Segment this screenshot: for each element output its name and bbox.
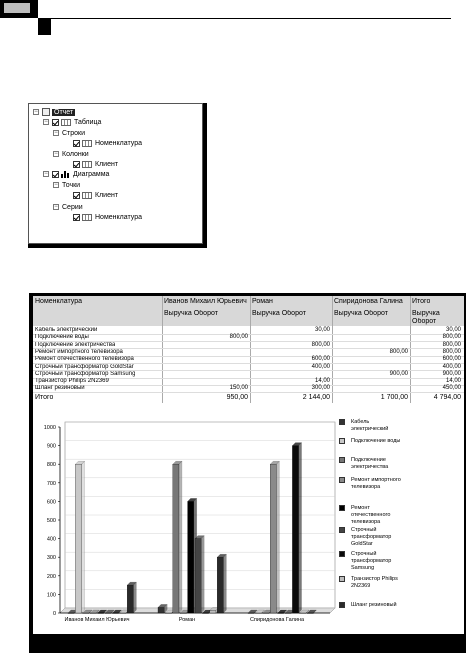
bar-side: [299, 443, 302, 613]
tree-node-label: Колонки: [62, 150, 89, 158]
legend-label: Строчный трансформатор Samsung: [351, 551, 392, 571]
y-tick-label: 0: [52, 611, 56, 617]
value-cell[interactable]: 600,00: [311, 356, 330, 363]
legend-label: Шланг резиновый: [351, 602, 397, 608]
bar: [75, 464, 81, 613]
bar-side: [133, 582, 136, 613]
header-client-2[interactable]: Роман: [252, 298, 273, 305]
tree-node-chart[interactable]: [43, 169, 109, 179]
tree-node-points-item[interactable]: [73, 190, 118, 200]
tree-node-label: Диаграмма: [73, 170, 110, 178]
subheader-4a: Выручка: [412, 310, 440, 317]
legend-label: Строчный трансформатор GoldStar: [351, 527, 392, 547]
row-name-cell[interactable]: Ремонт отечественного телевизора: [35, 356, 134, 363]
bar: [210, 610, 216, 613]
header-corner-inner: [4, 3, 30, 13]
field-icon: [82, 214, 92, 221]
legend-item: [339, 457, 406, 471]
tree-node-label: Номенклатура: [95, 213, 142, 221]
row-divider: [33, 334, 464, 335]
collapse-icon[interactable]: −: [54, 182, 58, 188]
bar-side: [201, 536, 204, 613]
tree-node-label: Точки: [62, 181, 81, 189]
tree-node-rows[interactable]: [53, 128, 85, 138]
bar-side: [223, 554, 226, 613]
value-cell[interactable]: 300,00: [311, 385, 330, 392]
value-cell[interactable]: 800,00: [311, 341, 330, 348]
collapse-icon[interactable]: −: [54, 151, 58, 157]
y-tick-label: 300: [46, 555, 56, 562]
legend-item: [339, 527, 406, 548]
chart-icon: [61, 170, 70, 178]
total-cell[interactable]: 900,00: [442, 370, 461, 377]
row-divider: [33, 385, 464, 386]
y-tick-label: 500: [46, 518, 56, 524]
collapse-icon[interactable]: −: [44, 171, 48, 177]
y-tick-label: 900: [46, 443, 56, 450]
y-tick-label: 200: [46, 573, 56, 580]
field-icon: [82, 192, 92, 199]
tree-node-label: Клиент: [95, 160, 119, 168]
report-icon: [42, 108, 50, 116]
bar: [158, 607, 164, 613]
subheader-1: Выручка Оборот: [164, 310, 218, 317]
total-cell[interactable]: 600,00: [442, 356, 461, 363]
grand-total-cell[interactable]: 950,00: [226, 393, 248, 401]
checkbox[interactable]: [73, 192, 80, 199]
tree-node-label: Таблица: [74, 118, 102, 126]
legend-label: Транзистор Philips 2N2369: [351, 576, 398, 589]
total-cell[interactable]: 30,00: [445, 327, 461, 333]
value-cell[interactable]: 900,00: [389, 370, 408, 377]
checkbox[interactable]: [52, 171, 59, 178]
legend-item: [339, 551, 406, 572]
legend-label: Ремонт отечественного телевизора: [351, 505, 391, 525]
legend-swatch: [339, 477, 345, 483]
y-tick-label: 700: [46, 480, 56, 487]
grand-total-cell[interactable]: 1 700,00: [380, 393, 408, 401]
row-name-cell[interactable]: Подключение электричества: [35, 341, 116, 348]
tree-node-root[interactable]: [33, 107, 75, 117]
bar: [173, 464, 179, 613]
checkbox[interactable]: [52, 119, 59, 126]
value-cell[interactable]: 150,00: [229, 385, 248, 392]
y-tick-label: 800: [46, 462, 56, 469]
report-panel: [33, 296, 464, 634]
y-tick-label: 100: [46, 592, 56, 599]
legend-swatch: [339, 457, 345, 463]
row-name-cell[interactable]: Строчный трансформатор GoldStar: [35, 363, 134, 370]
tree-node-rows-item[interactable]: [73, 138, 142, 148]
header-total[interactable]: Итого: [412, 298, 431, 305]
x-tick-label: Спиридонова Галина: [249, 617, 305, 623]
collapse-icon[interactable]: −: [54, 204, 58, 210]
total-cell[interactable]: 800,00: [442, 341, 461, 348]
row-name-cell[interactable]: Ремонт импортного телевизора: [35, 348, 123, 355]
checkbox[interactable]: [73, 161, 80, 168]
table-icon: [61, 119, 71, 126]
value-cell[interactable]: 14,00: [314, 378, 330, 385]
total-cell[interactable]: 400,00: [442, 363, 461, 370]
legend-swatch: [339, 505, 345, 511]
x-tick-label: Иванов Михаил Юрьевич: [64, 617, 130, 623]
tree-node-label: Отчет: [54, 108, 74, 116]
bar: [188, 501, 194, 613]
bar: [270, 464, 276, 613]
tree-node-label: Клиент: [95, 191, 119, 199]
tree-window-shadow: [28, 103, 207, 248]
tree-node-label: Номенклатура: [95, 139, 142, 147]
grand-total-cell[interactable]: 2 144,00: [302, 393, 330, 401]
checkbox[interactable]: [73, 140, 80, 147]
value-cell[interactable]: 800,00: [229, 334, 248, 341]
legend-swatch: [339, 551, 345, 557]
header-rule: [51, 18, 451, 19]
subheader-2: Выручка Оборот: [252, 310, 306, 317]
value-cell[interactable]: 800,00: [389, 348, 408, 355]
legend-swatch: [339, 576, 345, 582]
header-client-3[interactable]: Спиридонова Галина: [334, 298, 403, 305]
legend-label: Ремонт импортного телевизора: [351, 477, 401, 490]
tree-node-label: Строки: [62, 129, 86, 137]
field-icon: [82, 140, 92, 147]
legend-swatch: [339, 527, 345, 533]
row-name-cell[interactable]: Шланг резиновый: [35, 385, 85, 392]
table-header: [33, 296, 464, 326]
x-tick-label: Роман: [178, 617, 196, 623]
report-window-shadow: [29, 293, 466, 653]
legend-swatch: [339, 438, 345, 444]
tree-node-label: Серии: [62, 203, 83, 211]
bar: [292, 446, 298, 613]
y-tick-label: 1000: [43, 425, 56, 431]
row-name-cell[interactable]: Подключение воды: [35, 334, 89, 341]
collapse-icon[interactable]: −: [44, 119, 48, 125]
total-cell[interactable]: 450,00: [442, 385, 461, 392]
legend-label: Подключение воды: [351, 438, 401, 444]
total-cell[interactable]: 800,00: [442, 334, 461, 341]
tree-node-series-item[interactable]: [73, 212, 142, 222]
header-nomenclature[interactable]: Номенклатура: [35, 298, 82, 305]
bar: [217, 557, 223, 613]
field-icon: [82, 161, 92, 168]
grand-total-cell[interactable]: 4 794,00: [433, 393, 461, 401]
legend-item: [339, 505, 406, 526]
legend-label: Кабель электрический: [351, 419, 389, 432]
legend-item: [339, 576, 406, 590]
total-row-label[interactable]: Итого: [35, 393, 54, 401]
tree-node-columns[interactable]: [53, 149, 89, 159]
y-tick-label: 400: [46, 536, 56, 543]
subheader-3: Выручка Оборот: [334, 310, 388, 317]
legend-swatch: [339, 419, 345, 425]
tree-node-columns-item[interactable]: [73, 159, 118, 169]
tree-node-series[interactable]: [53, 202, 83, 212]
header-client-1[interactable]: Иванов Михаил Юрьевич: [164, 298, 247, 305]
tree-node-table[interactable]: [43, 117, 101, 127]
total-cell[interactable]: 14,00: [445, 378, 461, 385]
row-name-cell[interactable]: Кабель электрический: [35, 327, 98, 333]
legend-item: [339, 419, 406, 433]
legend-label: Подключение электричества: [351, 457, 389, 470]
value-cell[interactable]: 30,00: [314, 327, 330, 333]
row-name-cell[interactable]: Транзистор Philips 2N2369: [35, 378, 109, 385]
checkbox[interactable]: [73, 214, 80, 221]
total-cell[interactable]: 800,00: [442, 348, 461, 355]
value-cell[interactable]: 400,00: [311, 363, 330, 370]
legend-swatch: [339, 602, 345, 608]
collapse-icon[interactable]: −: [34, 109, 38, 115]
collapse-icon[interactable]: −: [54, 130, 58, 136]
report-structure-tree: [28, 103, 203, 244]
bar: [195, 539, 201, 613]
y-tick-label: 600: [46, 499, 56, 506]
legend-item: [339, 438, 406, 445]
row-name-cell[interactable]: Строчный трансформатор Samsung: [35, 370, 136, 377]
subheader-4b: Оборот: [412, 318, 437, 325]
bar-side: [82, 461, 85, 613]
header-tab-mark: [38, 18, 51, 35]
header-corner-block: [0, 0, 38, 18]
bar-side: [276, 461, 279, 613]
legend-item: [339, 477, 406, 491]
tree-node-points[interactable]: [53, 180, 80, 190]
legend-item: [339, 602, 406, 609]
bar-side: [179, 461, 182, 613]
bar: [127, 585, 133, 613]
